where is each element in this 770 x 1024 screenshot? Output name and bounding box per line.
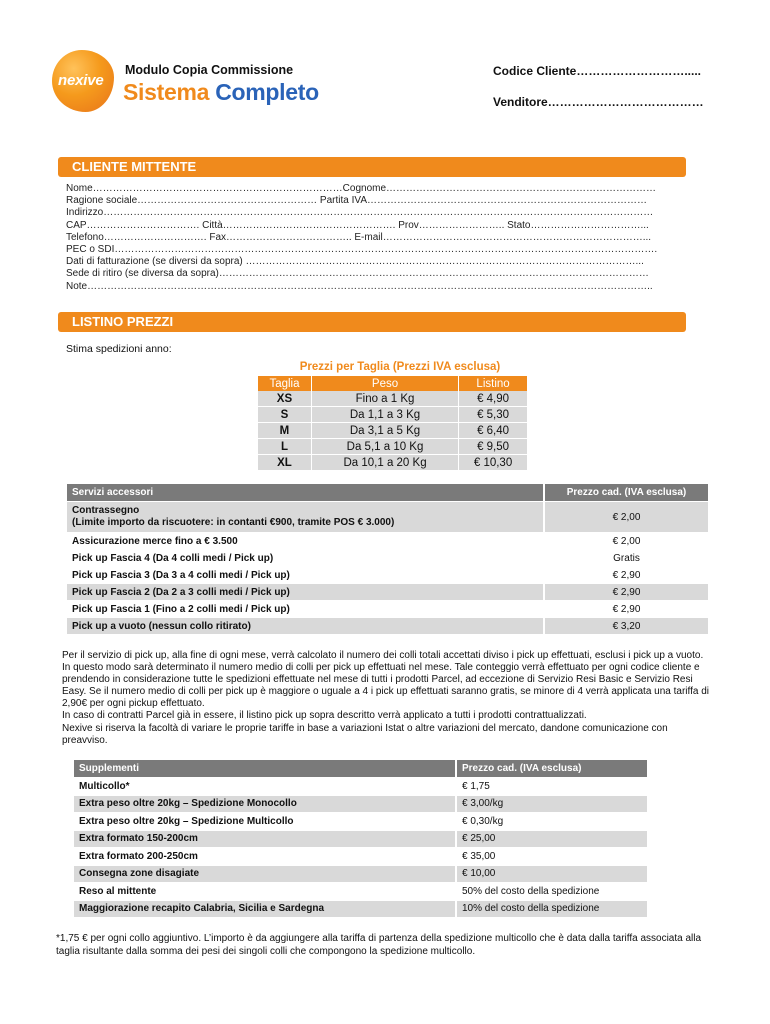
price-cell: € 4,90 bbox=[459, 391, 528, 407]
weight-cell: Da 10,1 a 20 Kg bbox=[311, 455, 458, 471]
price-cell: € 3,00/kg bbox=[456, 795, 648, 813]
section-title-listino: LISTINO PREZZI bbox=[72, 314, 174, 329]
size-cell: XL bbox=[258, 455, 311, 471]
form-line-nome: Nome…………………………………………………………………Cognome……………………………………………………………………… bbox=[66, 183, 657, 194]
form-line-sede-ritiro: Sede di ritiro (se diversa da sopra)………………………………………………………………………………………………………………… bbox=[66, 268, 649, 280]
price-table-title: Prezzi per Taglia (Prezzi IVA esclusa) bbox=[299, 361, 501, 373]
paragraph-pickup: Per il servizio di pick up, alla fine di ogni mese, verrà calcolato il numero dei colli totali accettati diviso i pick up effettuati, esclusi i pick up a vuoto. In questo modo sarà determinato il numero medio di colli per pick up effettuati nel mese. Tale conteggio verrà effettuato per ogni codice cliente e prendendo in considerazione tutte le spedizioni effettuate nel mese di tutti i prodotti Parcel, ad eccezione di Servizio Resi Basic e Servizio Resi Easy. Se il numero medio di colli per pick up è maggiore o uguale a 4 i pick up effettuati saranno gratis, se minore di 4 verrà applicata una tariffa di 2,90€ per ogni pickup effettuato. bbox=[62, 650, 710, 710]
price-cell: € 6,40 bbox=[459, 423, 528, 439]
supplement-cell: Multicollo* bbox=[74, 778, 456, 796]
price-table bbox=[258, 376, 528, 471]
brand-part2: Completo bbox=[215, 79, 319, 105]
header-listino: Listino bbox=[459, 376, 528, 391]
table-row bbox=[258, 391, 528, 407]
table-row bbox=[67, 550, 709, 567]
table-row bbox=[74, 795, 648, 813]
section-bar-listino bbox=[58, 312, 686, 332]
table-row bbox=[74, 813, 648, 831]
size-cell: XS bbox=[258, 391, 311, 407]
form-line-ragione-sociale: Ragione sociale……………………………………………… Partita IVA………………………………………………………………………… bbox=[66, 195, 647, 207]
cliente-form bbox=[66, 183, 686, 293]
supplement-cell: Extra formato 200-250cm bbox=[74, 848, 456, 866]
price-cell: € 0,30/kg bbox=[456, 813, 648, 831]
table-row bbox=[74, 900, 648, 918]
service-cell: Assicurazione merce fino a € 3.500 bbox=[67, 533, 544, 550]
supplement-cell: Reso al mittente bbox=[74, 883, 456, 901]
form-line-indirizzo: Indirizzo………………………………………………………………………………………………………………………………………………… bbox=[66, 207, 654, 219]
price-cell: € 2,00 bbox=[544, 533, 709, 550]
table-row bbox=[258, 439, 528, 455]
size-cell: M bbox=[258, 423, 311, 439]
supplement-cell: Extra peso oltre 20kg – Spedizione Multicollo bbox=[74, 813, 456, 831]
brand-part1: Sistema bbox=[123, 79, 210, 105]
contrassegno-cell bbox=[67, 502, 544, 533]
stima-spedizioni: Stima spedizioni anno: bbox=[66, 343, 172, 355]
supplement-cell: Maggiorazione recapito Calabria, Sicilia e Sardegna bbox=[74, 900, 456, 918]
price-cell: 50% del costo della spedizione bbox=[456, 883, 648, 901]
price-cell: € 35,00 bbox=[456, 848, 648, 866]
price-cell: € 1,75 bbox=[456, 778, 648, 796]
service-cell: Pick up Fascia 3 (Da 3 a 4 colli medi / Pick up) bbox=[67, 567, 544, 584]
table-row bbox=[67, 601, 709, 618]
logo-text: nexive bbox=[58, 72, 104, 89]
header-taglia: Taglia bbox=[258, 376, 311, 391]
form-line-cap: CAP……………………………. Città……………………………………………. Prov…………………….. Stato……………………………... bbox=[66, 219, 649, 231]
table-row bbox=[258, 423, 528, 439]
price-cell: € 5,30 bbox=[459, 407, 528, 423]
servizi-header-left: Servizi accessori bbox=[67, 484, 544, 502]
venditore-field: Venditore………………………………… bbox=[493, 95, 704, 109]
form-line-pec: PEC o SDI………………………………………………………………………………………………………………………………………………. bbox=[66, 244, 658, 256]
servizi-header-right: Prezzo cad. (IVA esclusa) bbox=[544, 484, 709, 502]
form-line-telefono: Telefono…………………………. Fax……………………………….. E-mail……………………………………………………………………... bbox=[66, 231, 652, 243]
supplementi-header-right: Prezzo cad. (IVA esclusa) bbox=[456, 760, 648, 778]
codice-cliente-field: Codice Cliente………………………..... bbox=[493, 64, 702, 78]
table-row bbox=[74, 830, 648, 848]
service-cell: Pick up Fascia 1 (Fino a 2 colli medi / Pick up) bbox=[67, 601, 544, 618]
pickup-explanation bbox=[62, 650, 712, 747]
brand-title bbox=[123, 79, 319, 106]
size-cell: S bbox=[258, 407, 311, 423]
contrassegno-label: Contrassegno bbox=[72, 505, 140, 516]
paragraph-tariffe: Nexive si riserva la facoltà di variare le proprie tariffe in base a variazioni Istat o altre variazioni del mercato, dandone comunicazione con preavviso. bbox=[62, 722, 668, 746]
service-cell: Pick up Fascia 2 (Da 2 a 3 colli medi / Pick up) bbox=[67, 584, 544, 601]
servizi-table bbox=[67, 484, 710, 635]
table-row bbox=[67, 618, 709, 635]
contrassegno-limit: (Limite importo da riscuotere: in contanti €900, tramite POS € 3.000) bbox=[72, 517, 395, 528]
table-row bbox=[74, 848, 648, 866]
supplement-cell: Extra formato 150-200cm bbox=[74, 830, 456, 848]
table-row bbox=[74, 778, 648, 796]
weight-cell: Da 5,1 a 10 Kg bbox=[311, 439, 458, 455]
table-row bbox=[74, 865, 648, 883]
price-cell: € 9,50 bbox=[459, 439, 528, 455]
weight-cell: Da 3,1 a 5 Kg bbox=[311, 423, 458, 439]
table-row bbox=[67, 567, 709, 584]
price-cell: € 2,90 bbox=[544, 584, 709, 601]
weight-cell: Fino a 1 Kg bbox=[311, 391, 458, 407]
table-row bbox=[67, 502, 709, 533]
table-row bbox=[67, 533, 709, 550]
supplement-cell: Extra peso oltre 20kg – Spedizione Monocollo bbox=[74, 795, 456, 813]
price-cell: € 10,30 bbox=[459, 455, 528, 471]
servizi-header bbox=[67, 484, 709, 502]
header-peso: Peso bbox=[311, 376, 458, 391]
price-cell: € 2,90 bbox=[544, 601, 709, 618]
footnote: *1,75 € per ogni collo aggiuntivo. L’importo è da aggiungere alla tariffa di partenza della spedizione multicollo che è data dalla tariffa associata alla taglia risultante dalla somma dei pesi dei singoli colli che compongono la spedizione multicollo. bbox=[56, 933, 702, 957]
table-row bbox=[258, 455, 528, 471]
service-cell: Pick up a vuoto (nessun collo ritirato) bbox=[67, 618, 544, 635]
weight-cell: Da 1,1 a 3 Kg bbox=[311, 407, 458, 423]
section-title-cliente: CLIENTE MITTENTE bbox=[72, 159, 197, 174]
supplement-cell: Consegna zone disagiate bbox=[74, 865, 456, 883]
section-bar-cliente bbox=[58, 157, 686, 177]
price-cell: € 2,90 bbox=[544, 567, 709, 584]
form-line-note: Note…………………………………………………………………………………………………………………………………………………….. bbox=[66, 280, 653, 292]
price-cell: 10% del costo della spedizione bbox=[456, 900, 648, 918]
size-cell: L bbox=[258, 439, 311, 455]
price-cell: Gratis bbox=[544, 550, 709, 567]
service-cell: Pick up Fascia 4 (Da 4 colli medi / Pick up) bbox=[67, 550, 544, 567]
price-cell: € 10,00 bbox=[456, 865, 648, 883]
price-cell: € 3,20 bbox=[544, 618, 709, 635]
price-cell: € 2,00 bbox=[544, 502, 709, 533]
table-row bbox=[74, 883, 648, 901]
supplementi-table bbox=[74, 760, 649, 918]
paragraph-contratti: In caso di contratti Parcel già in essere, il listino pick up sopra descritto verrà applicato a tutti i prodotti contrattualizzati. bbox=[62, 710, 587, 722]
price-cell: € 25,00 bbox=[456, 830, 648, 848]
price-table-header bbox=[258, 376, 528, 391]
supplementi-header bbox=[74, 760, 648, 778]
table-row bbox=[67, 584, 709, 601]
table-row bbox=[258, 407, 528, 423]
supplementi-header-left: Supplementi bbox=[74, 760, 456, 778]
form-line-fatturazione: Dati di fatturazione (se diversi da sopra) ………………………………………………………………………………………………………... bbox=[66, 256, 644, 268]
form-title: Modulo Copia Commissione bbox=[125, 63, 294, 77]
